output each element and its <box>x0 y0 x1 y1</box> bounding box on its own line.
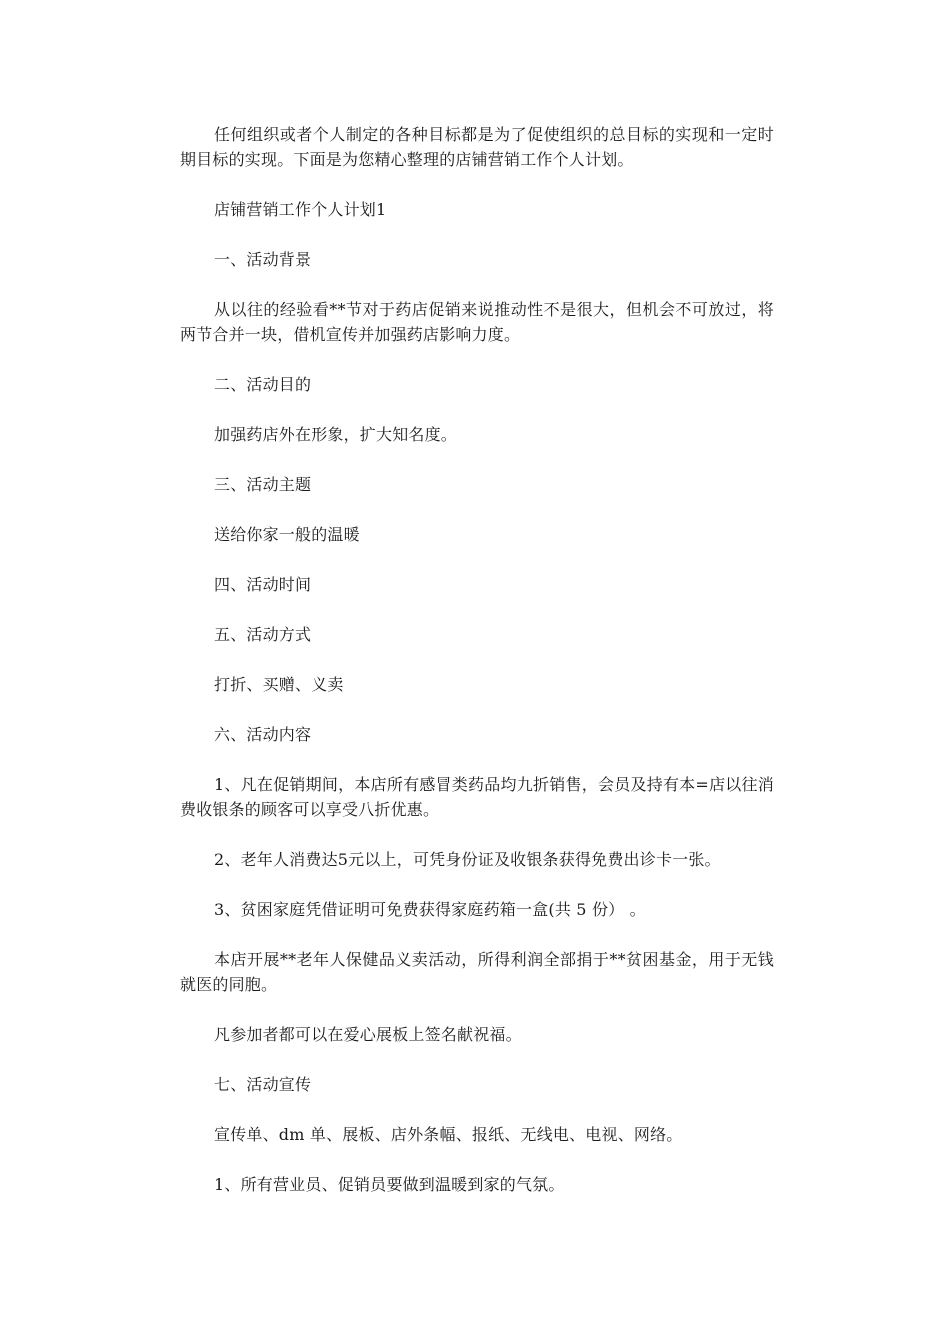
plan-title: 店铺营销工作个人计划1 <box>214 200 387 219</box>
intro-paragraph: 任何组织或者个人制定的各种目标都是为了促使组织的总目标的实现和一定时期目标的实现。下面是为您精心整理的店铺营销工作个人计划。 <box>180 125 774 169</box>
signature-paragraph: 凡参加者都可以在爱心展板上签名献祝福。 <box>214 1025 522 1044</box>
theme-paragraph: 送给你家一般的温暖 <box>214 525 360 544</box>
content-item-3: 3、贫困家庭凭借证明可免费获得家庭药箱一盒(共 5 份） 。 <box>214 900 646 919</box>
content-item-2: 2、老年人消费达5元以上，可凭身份证及收银条获得免费出诊卡一张。 <box>214 850 721 869</box>
content-item-1: 1、凡在促销期间，本店所有感冒类药品均九折销售，会员及持有本=店以往消费收银条的顾客可以享受八折优惠。 <box>180 775 774 819</box>
section-heading-time: 四、活动时间 <box>214 575 312 594</box>
section-heading-purpose: 二、活动目的 <box>214 375 312 394</box>
document-body <box>180 122 774 1222</box>
section-heading-content: 六、活动内容 <box>214 725 312 744</box>
section-heading-background: 一、活动背景 <box>214 250 312 269</box>
promotion-item-1: 1、所有营业员、促销员要做到温暖到家的气氛。 <box>214 1175 565 1194</box>
method-paragraph: 打折、买赠、义卖 <box>214 675 344 694</box>
section-heading-promotion: 七、活动宣传 <box>214 1075 312 1094</box>
charity-paragraph: 本店开展**老年人保健品义卖活动，所得利润全部捐于**贫困基金，用于无钱就医的同胞。 <box>180 950 774 994</box>
section-heading-theme: 三、活动主题 <box>214 475 312 494</box>
promotion-paragraph: 宣传单、dm 单、展板、店外条幅、报纸、无线电、电视、网络。 <box>214 1125 683 1144</box>
background-paragraph: 从以往的经验看**节对于药店促销来说推动性不是很大，但机会不可放过，将两节合并一块，借机宣传并加强药店影响力度。 <box>180 300 774 344</box>
section-heading-method: 五、活动方式 <box>214 625 312 644</box>
purpose-paragraph: 加强药店外在形象，扩大知名度。 <box>214 425 458 444</box>
